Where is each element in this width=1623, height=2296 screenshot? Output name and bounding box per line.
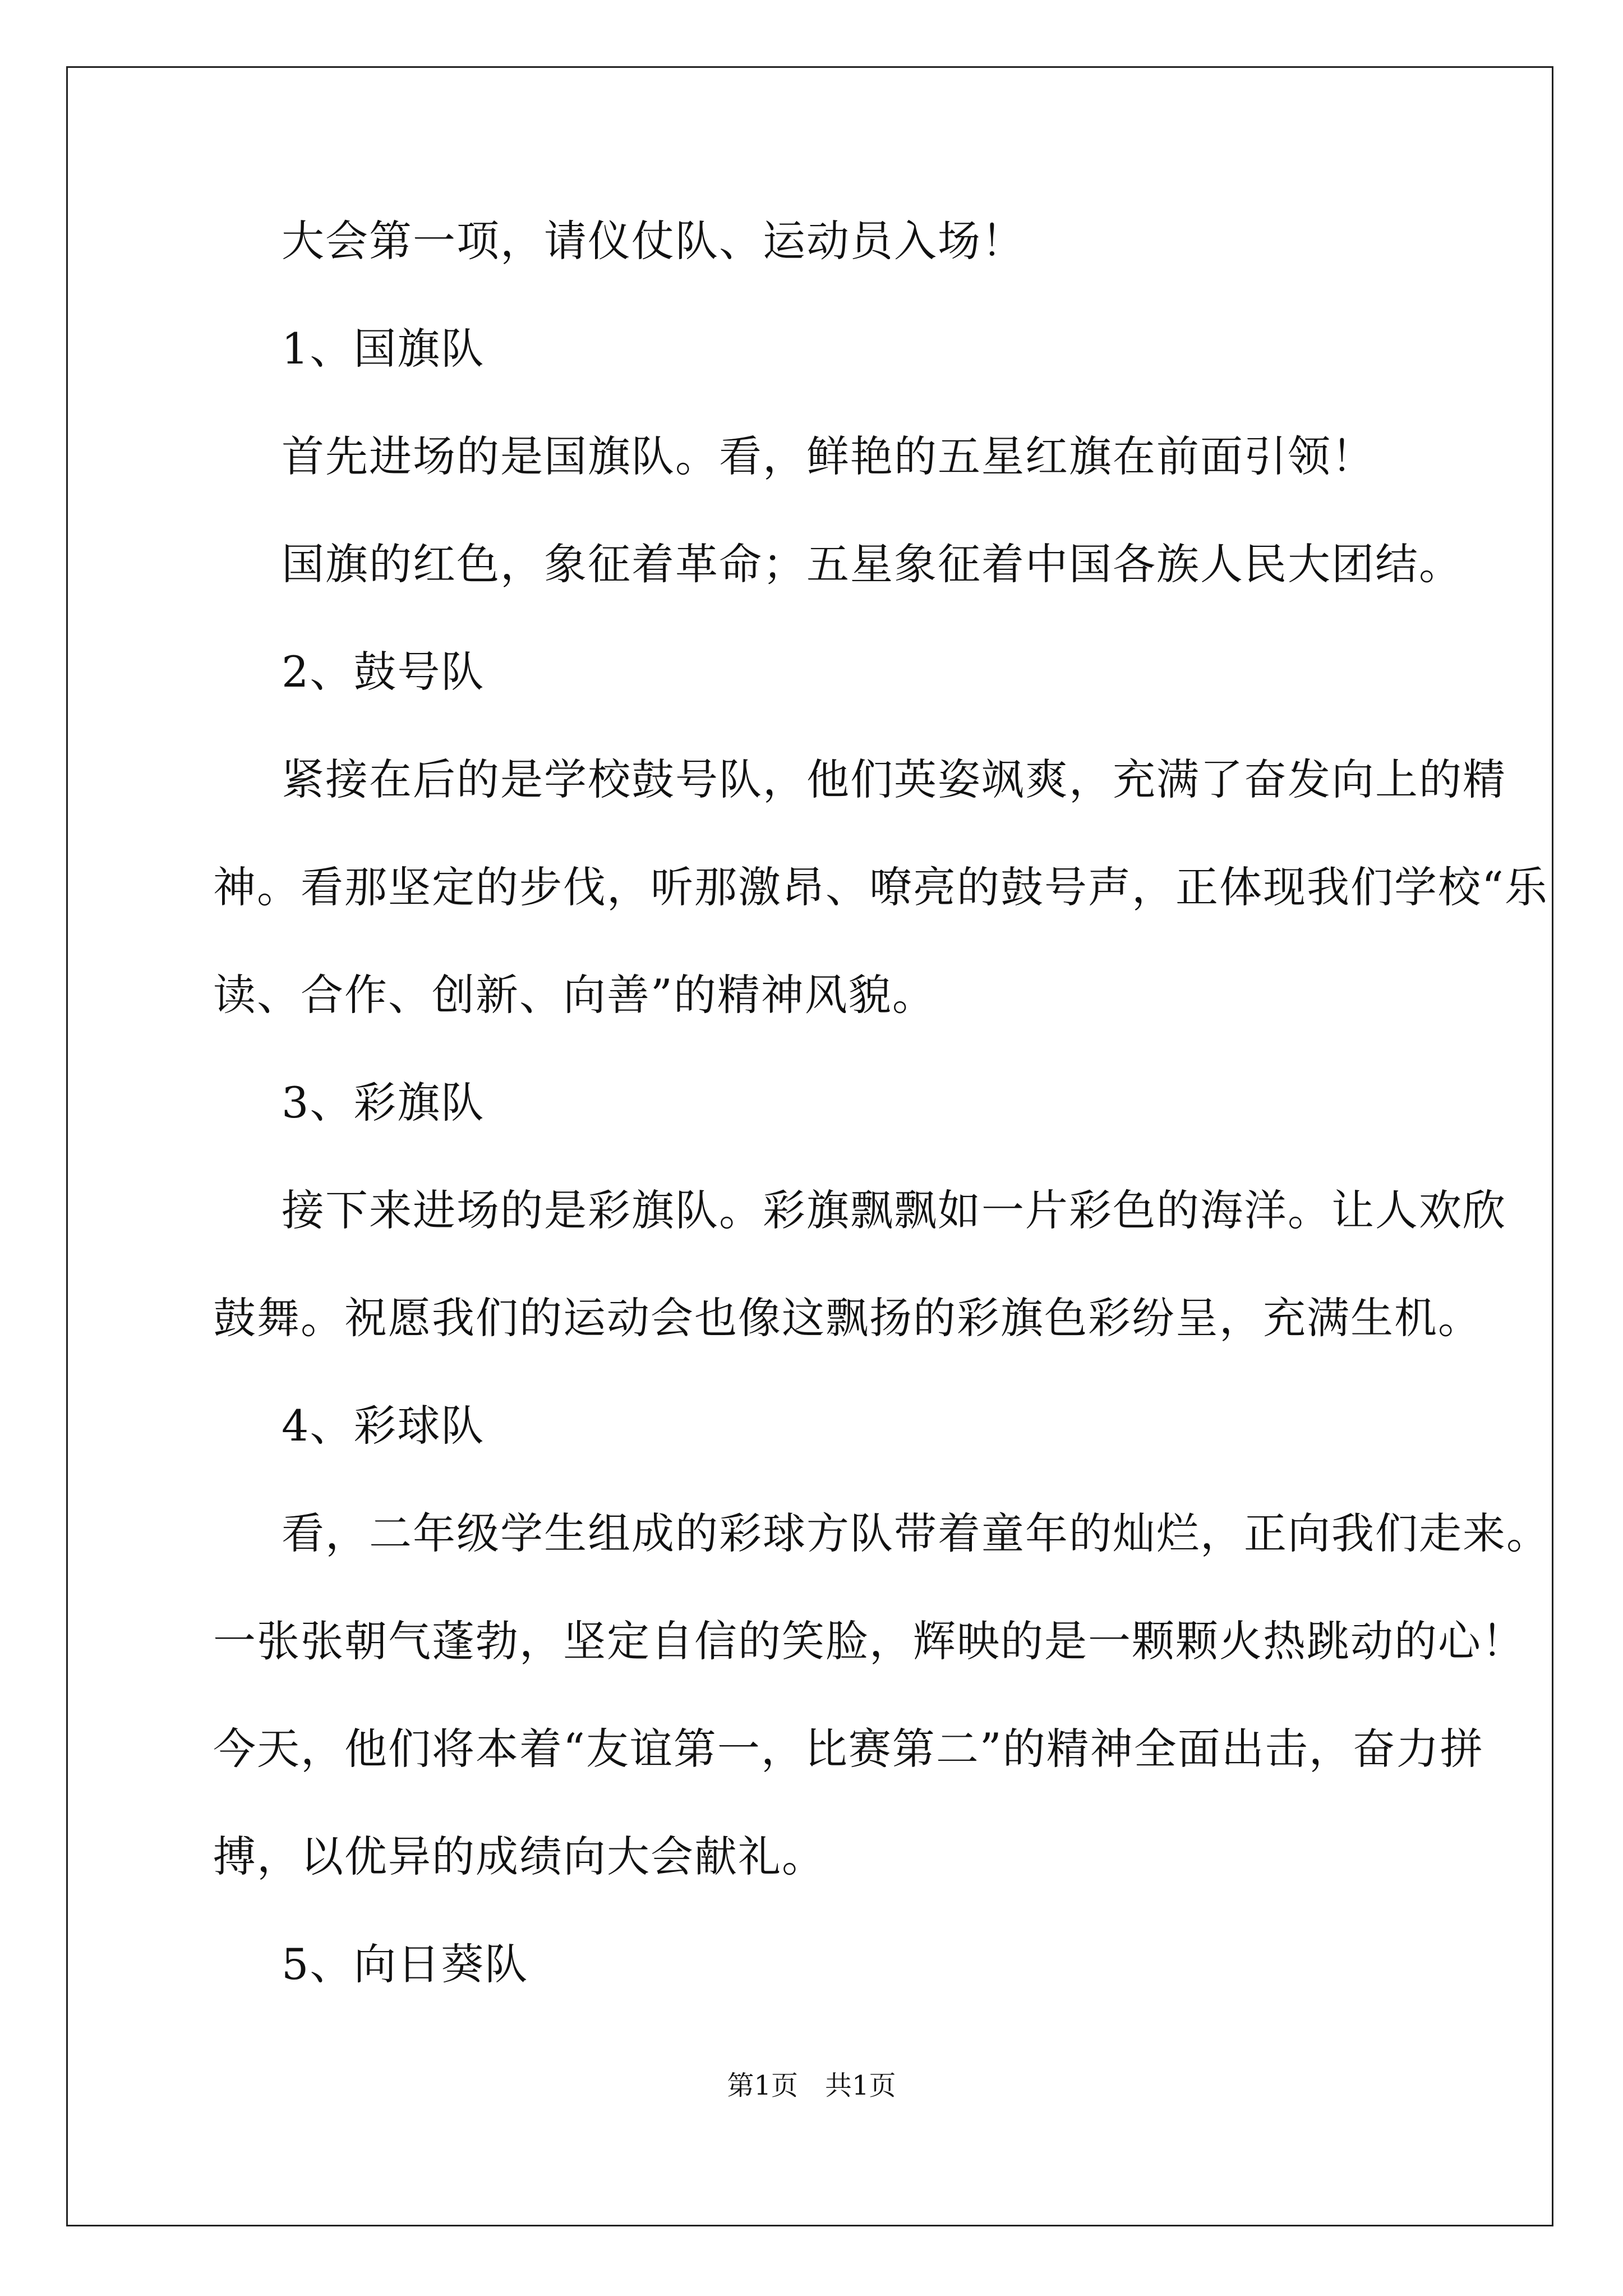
text-line: 首先进场的是国旗队。看，鲜艳的五星红旗在前面引领！ — [282, 431, 1375, 481]
text-line: 2、鼓号队 — [282, 647, 485, 697]
text-line: 紧接在后的是学校鼓号队，他们英姿飒爽，充满了奋发向上的精 — [282, 754, 1506, 804]
text-line: 4、彩球队 — [282, 1401, 485, 1451]
text-line: 3、彩旗队 — [282, 1078, 485, 1128]
text-line: 看，二年级学生组成的彩球方队带着童年的灿烂，正向我们走来。 — [282, 1508, 1550, 1558]
text-line: 今天，他们将本着“友谊第一，比赛第二”的精神全面出击，奋力拼 — [213, 1724, 1484, 1774]
page-border — [66, 66, 1553, 2226]
text-line: 鼓舞。祝愿我们的运动会也像这飘扬的彩旗色彩纷呈，充满生机。 — [213, 1293, 1482, 1343]
text-line: 读、合作、创新、向善”的精神风貌。 — [213, 970, 936, 1020]
page-number-footer: 第1页 共1页 — [727, 2070, 896, 2101]
text-line: 1、国旗队 — [282, 324, 485, 374]
text-line: 一张张朝气蓬勃，坚定自信的笑脸，辉映的是一颗颗火热跳动的心！ — [213, 1616, 1525, 1666]
text-line: 神。看那坚定的步伐，听那激昂、嘹亮的鼓号声，正体现我们学校“乐 — [213, 862, 1548, 912]
text-line: 5、向日葵队 — [282, 1939, 529, 1989]
text-line: 国旗的红色，象征着革命；五星象征着中国各族人民大团结。 — [282, 539, 1463, 589]
text-line: 接下来进场的是彩旗队。彩旗飘飘如一片彩色的海洋。让人欢欣 — [282, 1185, 1506, 1235]
text-line: 搏，以优异的成绩向大会献礼。 — [213, 1832, 826, 1881]
text-line: 大会第一项，请仪仗队、运动员入场！ — [282, 216, 1025, 266]
